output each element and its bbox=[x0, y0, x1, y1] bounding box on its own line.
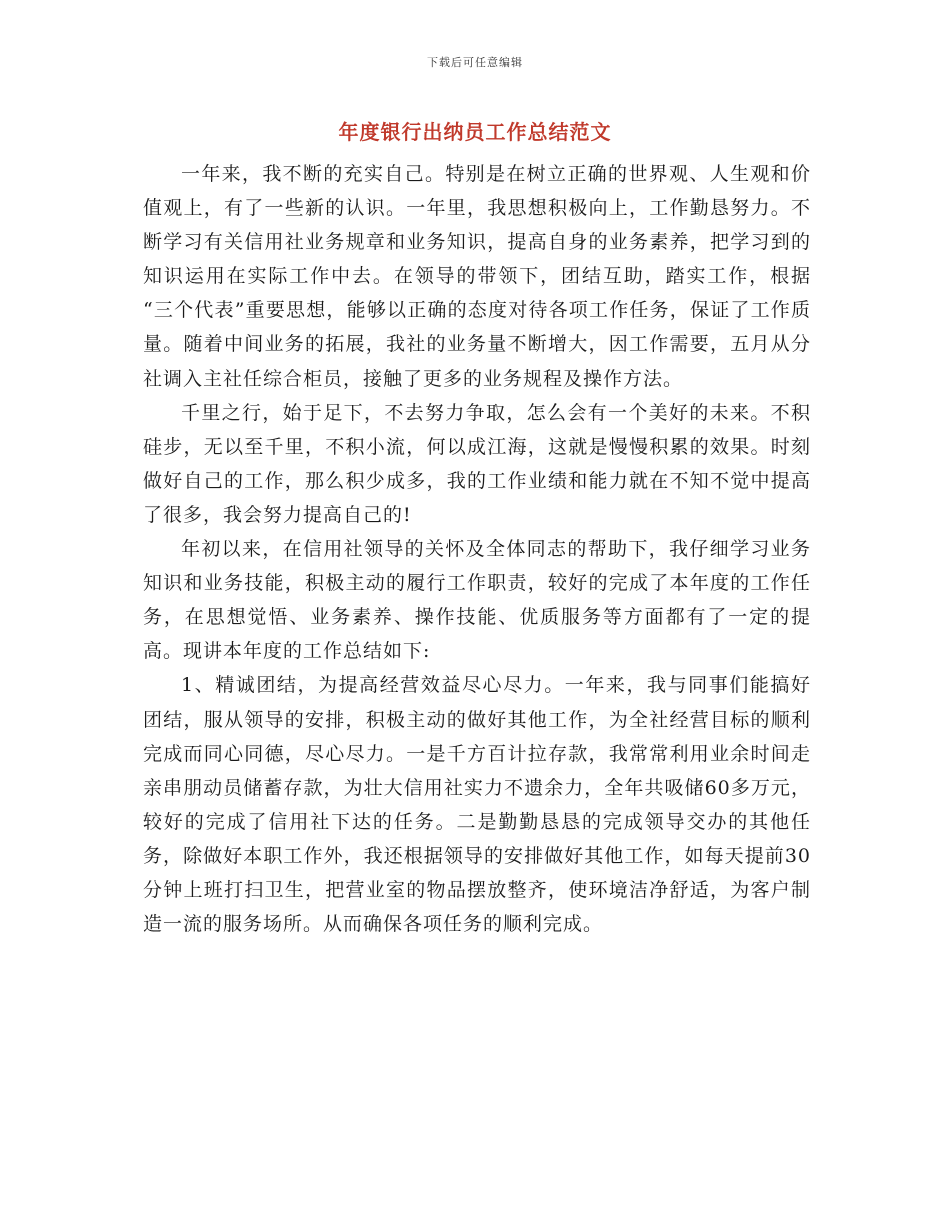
document-title: 年度银行出纳员工作总结范文 bbox=[338, 120, 612, 144]
paragraph: 1、精诚团结，为提高经营效益尽心尽力。一年来，我与同事们能搞好团结，服从领导的安排，积极主动的做好其他工作，为全社经营目标的顺利完成而同心同德，尽心尽力。一是千方百计拉存款，我常常利用业余时间走亲串朋动员储蓄存款，为壮大信用社实力不遗余力，全年共吸储60多万元，较好的完成了信用社下达的任务。二是勤勤恳恳的完成领导交办的其他任务，除做好本职工作外，我还根据领导的安排做好其他工作，如每天提前30分钟上班打扫卫生，把营业室的物品摆放整齐，使环境洁净舒适，为客户制造一流的服务场所。从而确保各项任务的顺利完成。 bbox=[143, 674, 811, 936]
paragraph: 年初以来，在信用社领导的关怀及全体同志的帮助下，我仔细学习业务知识和业务技能，积极主动的履行工作职责，较好的完成了本年度的工作任务，在思想觉悟、业务素养、操作技能、优质服务等方面都有了一定的提高。现讲本年度的工作总结如下: bbox=[143, 538, 811, 663]
paragraph: 千里之行，始于足下，不去努力争取，怎么会有一个美好的未来。不积硅步，无以至千里，不积小流，何以成江海，这就是慢慢积累的效果。时刻做好自己的工作，那么积少成多，我的工作业绩和能力就在不知不觉中提高了很多，我会努力提高自己的! bbox=[143, 401, 811, 526]
page-header-note: 下载后可任意编辑 bbox=[427, 56, 523, 69]
paragraph: 一年来，我不断的充实自己。特别是在树立正确的世界观、人生观和价值观上，有了一些新的认识。一年里，我思想积极向上，工作勤恳努力。不断学习有关信用社业务规章和业务知识，提高自身的业务素养，把学习到的知识运用在实际工作中去。在领导的带领下，团结互助，踏实工作，根据 “三个代表”重要思想，能够以正确的态度对待各项工作任务，保证了工作质量。随着中间业务的拓展，我社的业务量不断增大，因工作需要，五月从分社调入主社任综合柜员，接触了更多的业务规程及操作方法。 bbox=[143, 163, 811, 390]
document-body bbox=[143, 157, 811, 941]
